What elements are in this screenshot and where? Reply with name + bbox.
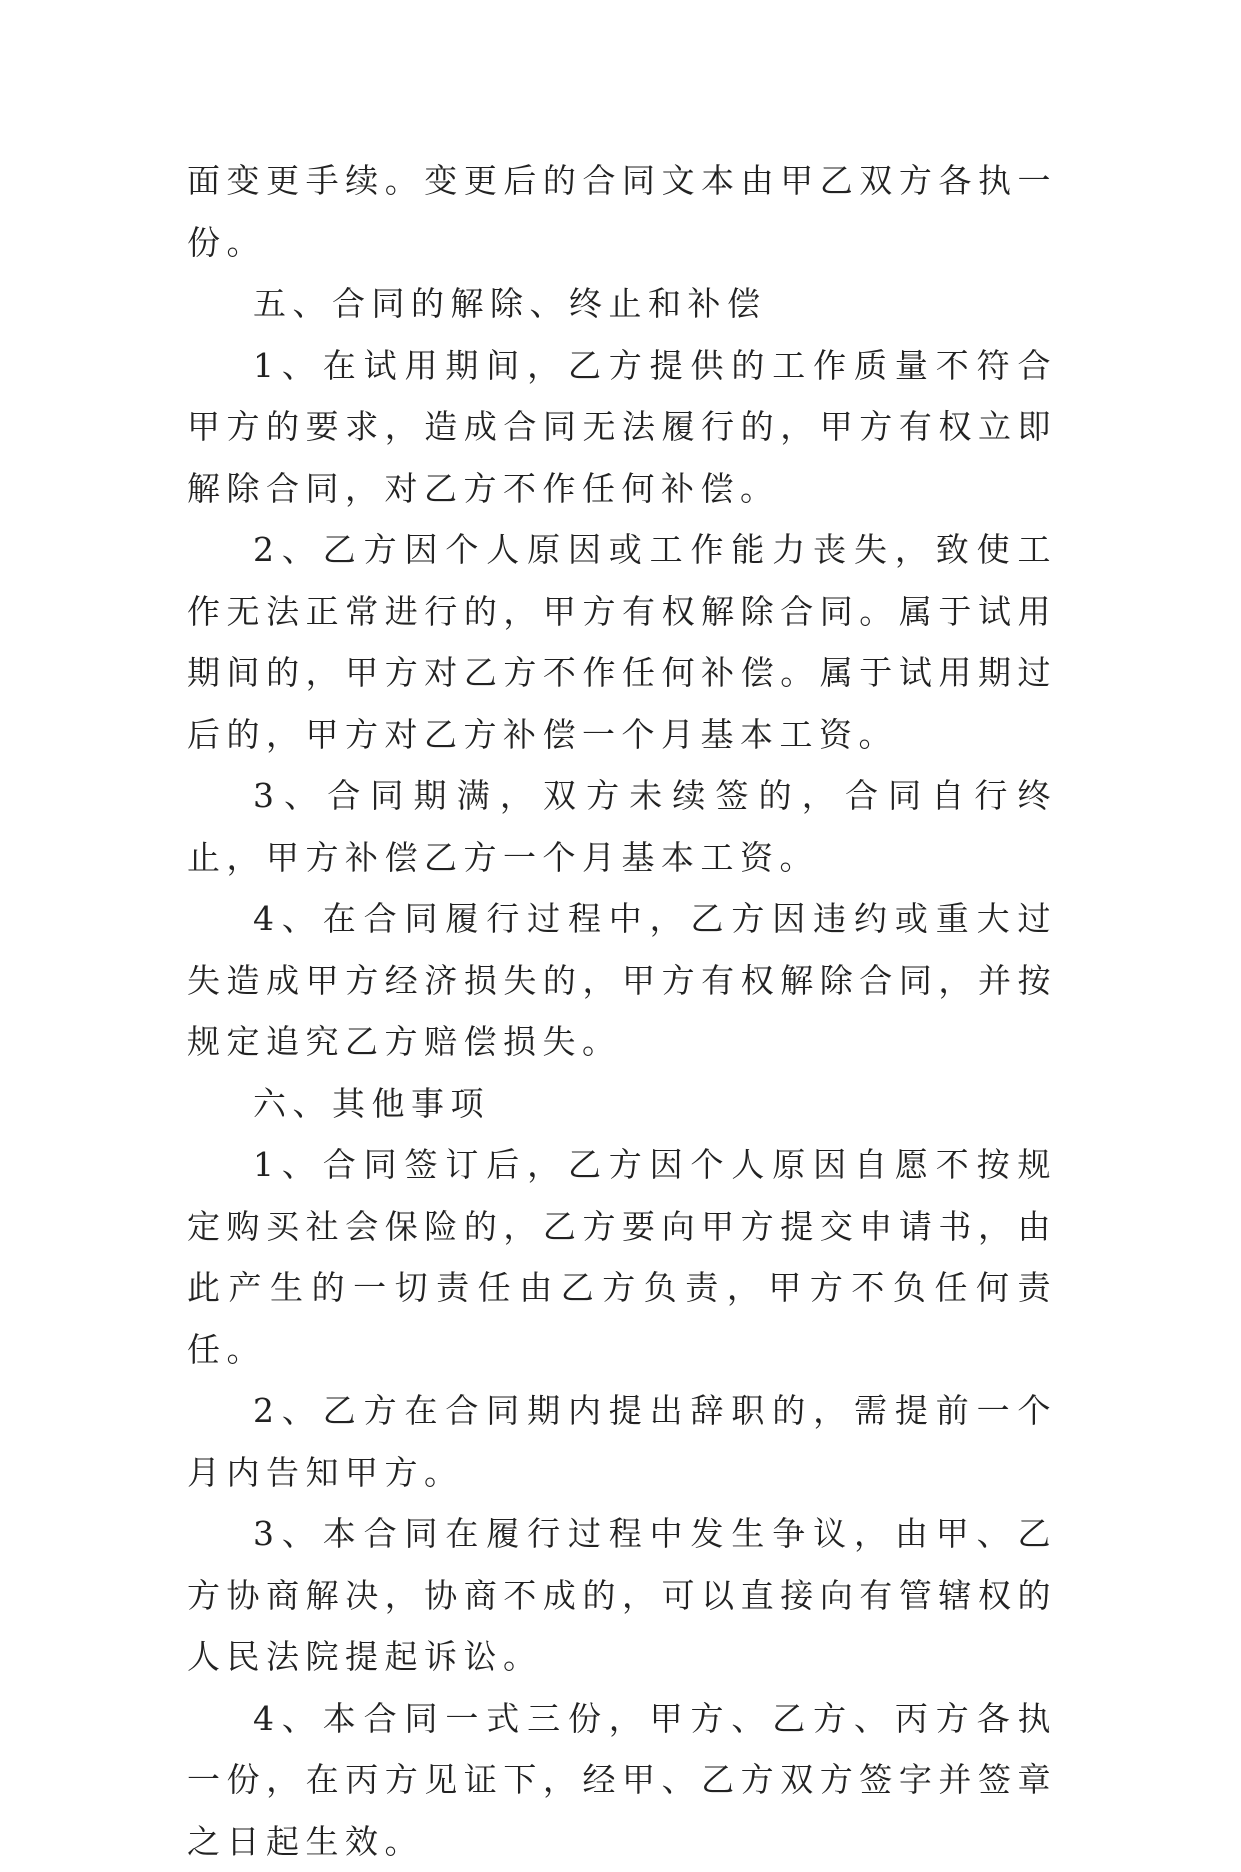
clause-6-4: 4、本合同一式三份，甲方、乙方、丙方各执一份，在丙方见证下，经甲、乙方双方签字并签章之日起生效。 (187, 1688, 1057, 1872)
clause-6-2: 2、乙方在合同期内提出辞职的，需提前一个月内告知甲方。 (187, 1380, 1057, 1503)
section-heading-other-matters: 六、其他事项 (187, 1073, 1057, 1135)
clause-6-1: 1、合同签订后，乙方因个人原因自愿不按规定购买社会保险的，乙方要向甲方提交申请书，由此产生的一切责任由乙方负责，甲方不负任何责任。 (187, 1134, 1057, 1380)
clause-5-2: 2、乙方因个人原因或工作能力丧失，致使工作无法正常进行的，甲方有权解除合同。属于试用期间的，甲方对乙方不作任何补偿。属于试用期过后的，甲方对乙方补偿一个月基本工资。 (187, 519, 1057, 765)
section-heading-termination: 五、合同的解除、终止和补偿 (187, 273, 1057, 335)
clause-6-3: 3、本合同在履行过程中发生争议，由甲、乙方协商解决，协商不成的，可以直接向有管辖权的人民法院提起诉讼。 (187, 1503, 1057, 1688)
clause-5-4: 4、在合同履行过程中，乙方因违约或重大过失造成甲方经济损失的，甲方有权解除合同，并按规定追究乙方赔偿损失。 (187, 888, 1057, 1073)
clause-5-3: 3、合同期满，双方未续签的，合同自行终止，甲方补偿乙方一个月基本工资。 (187, 765, 1057, 888)
document-body (187, 150, 1057, 1872)
clause-5-1: 1、在试用期间，乙方提供的工作质量不符合甲方的要求，造成合同无法履行的，甲方有权立即解除合同，对乙方不作任何补偿。 (187, 335, 1057, 520)
paragraph-continuation: 面变更手续。变更后的合同文本由甲乙双方各执一份。 (187, 150, 1057, 273)
